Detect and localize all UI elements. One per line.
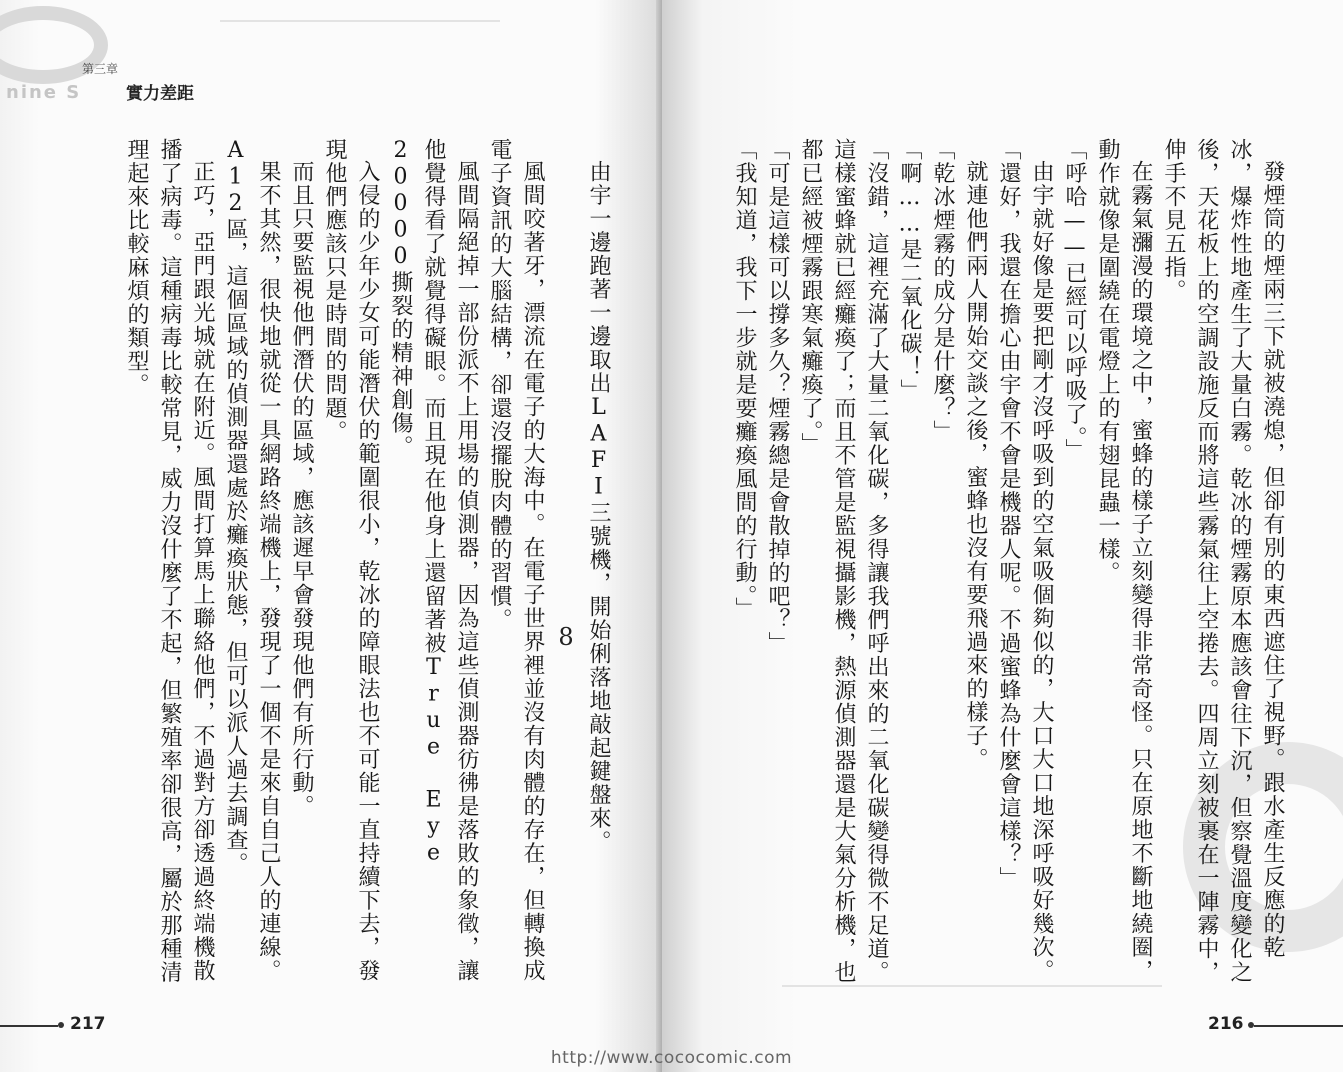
paragraph: 正巧，亞門跟光城就在附近。風間打算馬上聯絡他們，不過對方卻透過終端機散播了病毒。這種病毒比較常見，威力沒什麼了不起，但繁殖率卻很高，屬於那種清理起來比較麻煩的類型。 <box>124 138 215 984</box>
right-page <box>662 0 1343 1072</box>
chapter-title: 實力差距 <box>126 84 194 104</box>
dialogue-line: 「還好，我還在擔心由宇會不會是機器人呢。不過蜜蜂為什麼會這樣？」 <box>996 138 1021 890</box>
paragraph: 風間隔絕掉一部份派不上用場的偵測器，因為這些偵測器彷彿是落敗的象徵，讓他覺得看了就覺得礙眼。而且現在他身上還留著被True Eye 20000撕裂的精神創傷。 <box>388 138 479 983</box>
paragraph: 由宇就好像是要把剛才沒呼吸到的空氣吸個夠似的，大口大口地深呼吸好幾次。 <box>1029 160 1054 983</box>
chapter-number: 第三章 <box>82 62 119 76</box>
series-logo-text: nine S <box>6 82 82 103</box>
circuit-decoration <box>220 20 500 22</box>
folio-rule <box>1254 1025 1343 1027</box>
paragraph: 在霧氣瀰漫的環境之中，蜜蜂的樣子立刻變得非常奇怪。只在原地不斷地繞圈，動作就像是圍繞在電燈上的有翅昆蟲一樣。 <box>1095 138 1153 983</box>
dialogue-line: 「沒錯，這裡充滿了大量二氧化碳，多得讓我們呼出來的二氧化碳變得微不足道。這樣蜜蜂就已經癱瘓了；而且不管是監視攝影機，熱源偵測器還是大氣分析機，也都已經被煙霧跟寒氣癱瘓了。」 <box>798 138 889 984</box>
left-page-body <box>55 138 615 998</box>
right-page-body <box>714 138 1289 998</box>
dialogue-line: 「可是這樣可以撐多久？煙霧總是會散掉的吧？」 <box>765 138 790 655</box>
paragraph: 由宇一邊跑著一邊取出LAFI三號機，開始俐落地敲起鍵盤來。 <box>586 160 611 854</box>
section-number: 8 <box>552 623 580 653</box>
running-header <box>82 58 194 104</box>
dialogue-line: 「啊……是二氧化碳！」 <box>897 138 922 403</box>
page-number-left: 217 <box>70 1014 106 1034</box>
dialogue-line: 「我知道，我下一步就是要癱瘓風間的行動。」 <box>732 138 757 621</box>
dialogue-line: 「呼哈——已經可以呼吸了。」 <box>1062 138 1087 462</box>
source-watermark-url: http://www.cococomic.com <box>550 1048 793 1068</box>
paragraph: 就連他們兩人開始交談之後，蜜蜂也沒有要飛過來的樣子。 <box>963 160 988 771</box>
left-page <box>0 0 662 1072</box>
paragraph: 發煙筒的煙兩三下就被澆熄，但卻有別的東西遮住了視野。跟水產生反應的乾冰，爆炸性地產生了大量白霧。乾冰的煙霧原本應該會往下沉，但察覺溫度變化之後，天花板上的空調設施反而將這些霧氣往上空捲去。四周立刻被裹在一陣霧中，伸手不見五指。 <box>1161 138 1285 984</box>
page-number-right: 216 <box>1208 1014 1244 1034</box>
folio-dot <box>58 1022 64 1028</box>
paragraph: 風間咬著牙，漂流在電子的大海中。在電子世界裡並沒有肉體的存在，但轉換成電子資訊的大腦結構，卻還沒擺脫肉體的習慣。 <box>487 138 545 983</box>
paragraph: 果不其然，很快地就從一具網路終端機上，發現了一個不是來自自己人的連線。A12區，這個區域的偵測器還處於癱瘓狀態，但可以派人過去調查。 <box>223 138 281 983</box>
dialogue-line: 「乾冰煙霧的成分是什麼？」 <box>930 138 955 444</box>
paragraph: 入侵的少年少女可能潛伏的範圍很小，乾冰的障眼法也不可能一直持續下去，發現他們應該只是時間的問題。 <box>322 138 380 983</box>
folio-rule <box>0 1025 58 1027</box>
paragraph: 而且只要監視他們潛伏的區域，應該遲早會發現他們有所行動。 <box>289 160 314 818</box>
